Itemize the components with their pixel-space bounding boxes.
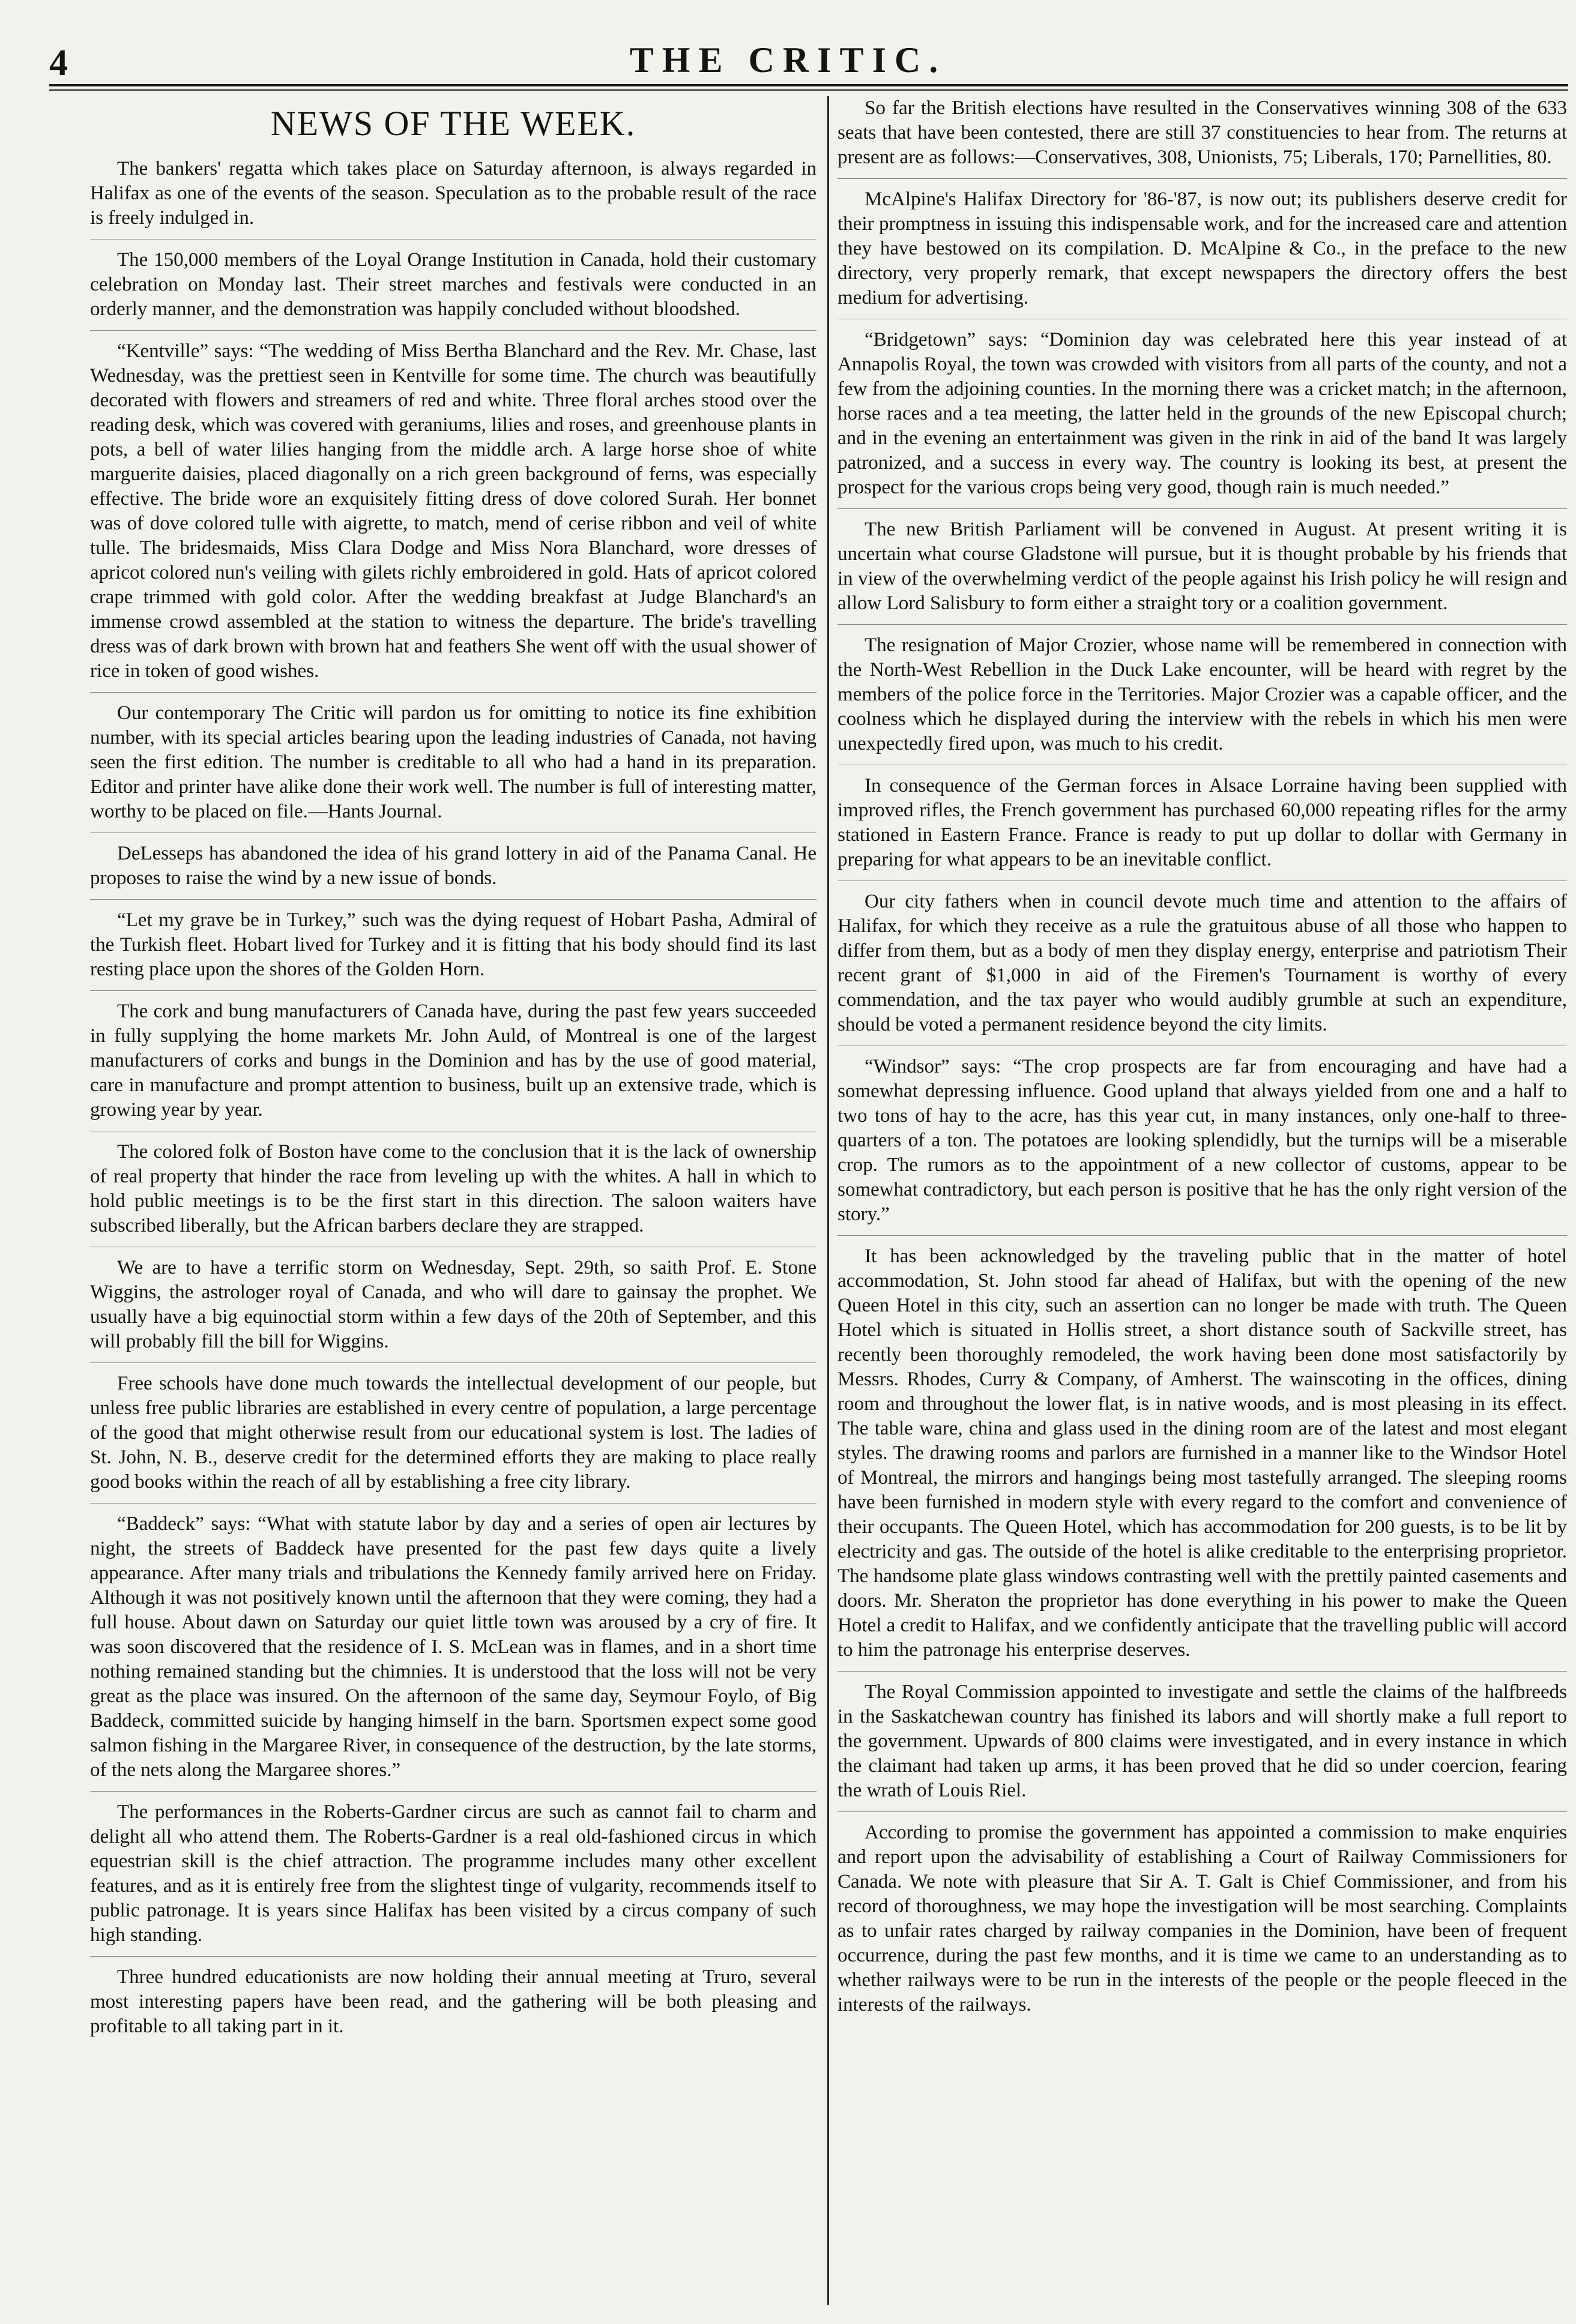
header-rule-top [49,84,1568,86]
left-column [90,96,817,2047]
news-item: The new British Parliament will be convened in August. At present writing it is uncertain what course Gladstone will pursue, but it is thought probable by his friends that in view of the overwhelming verdict of the people against his Irish policy he will resign and allow Lord Salisbury to form either a straight tory or a coalition government. [838,519,1567,614]
item-divider [90,330,817,331]
news-item: According to promise the government has appointed a commission to make enquiries and report upon the advisability of establishing a Court of Railway Commissioners for Canada. We note with pleasure that Sir A. T. Galt is Chief Commissioner, and from his record of thoroughness, we may hope the investigation will be most searching. Complaints as to unfair rates charged by railway companies in the Dominion, have been of frequent occurrence, during the past few months, and it is time we came to an understanding as to whether railways were to be run in the interests of the people or the people fleeced in the interests of the railways. [838,1822,1567,2015]
publication-title: THE CRITIC. [629,40,947,80]
news-item: The performances in the Roberts-Gardner circus are such as cannot fail to charm and delight all who attend them. The Roberts-Gardner is a real old-fashioned circus in which equestrian skill is the chief attraction. The programme includes many other excellent features, and as it is entirely free from the slightest tinge of vulgarity, recommends itself to public patronage. It is years since Halifax has been visited by a circus company of such high standing. [90,1801,817,1946]
item-divider [838,1671,1567,1672]
news-item: In consequence of the German forces in Alsace Lorraine having been supplied with improved rifles, the French government has purchased 60,000 repeating rifles for the army stationed in Eastern France. France is ready to put up dollar to dollar with Germany in preparing for what appears to be an inevitable conflict. [838,775,1567,870]
item-divider [90,1791,817,1792]
news-item: The 150,000 members of the Loyal Orange Institution in Canada, hold their customary celebration on Monday last. Their street marches and festivals were conducted in an orderly manner, and the demonstration was happily concluded without bloodshed. [90,249,817,320]
section-title: NEWS OF THE WEEK. [270,104,636,143]
item-divider [838,1811,1567,1812]
item-divider [90,899,817,900]
news-item: DeLesseps has abandoned the idea of his grand lottery in aid of the Panama Canal. He proposes to raise the wind by a new issue of bonds. [90,843,817,889]
news-item: The resignation of Major Crozier, whose name will be remembered in connection with the North-West Rebellion in the Duck Lake encounter, will be heard with regret by the members of the police force in the Territories. Major Crozier was a capable officer, and the coolness which he displayed during the interview with the rebels in which his men were unexpectedly fired upon, was much to his credit. [838,634,1567,754]
header-rule-bottom [49,89,1568,91]
right-column [838,96,1567,2026]
item-divider [90,1503,817,1504]
item-divider [90,1956,817,1957]
news-item: “Bridgetown” says: “Dominion day was celebrated here this year instead of at Annapolis Royal, the town was crowded with visitors from all parts of the county, and not a few from the adjoining counties. In the morning there was a cricket match; in the afternoon, horse races and a tea meeting, the latter held in the grounds of the new Episcopal church; and in the evening an entertainment was given in the rink in aid of the band It was largely patronized, and a success in every way. The country is looking its best, at present the prospect for the various crops being very good, though rain is much needed.” [838,329,1567,498]
item-divider [838,178,1567,179]
news-item: The colored folk of Boston have come to the conclusion that it is the lack of ownership of real property that hinder the race from leveling up with the whites. A hall in which to hold public meetings is to be the first start in this direction. The saloon waiters have subscribed liberally, but the African barbers declare they are strapped. [90,1141,817,1236]
news-item: Our contemporary The Critic will pardon us for omitting to notice its fine exhibition number, with its special articles bearing upon the leading industries of Canada, not having seen the first edition. The number is creditable to all who had a hand in its preparation. Editor and printer have alike done their work well. The number is full of interesting matter, worthy to be placed on file.—Hants Journal. [90,702,817,822]
news-item: So far the British elections have resulted in the Conservatives winning 308 of the 633 seats that have been contested, there are still 37 constituencies to hear from. The returns at present are as follows:—Conservatives, 308, Unionists, 75; Liberals, 170; Parnellities, 80. [838,97,1567,168]
news-item: “Let my grave be in Turkey,” such was the dying request of Hobart Pasha, Admiral of the Turkish fleet. Hobart lived for Turkey and it is fitting that his body should find its last resting place upon the shores of the Golden Horn. [90,909,817,980]
news-item: “Kentville” says: “The wedding of Miss Bertha Blanchard and the Rev. Mr. Chase, last Wednesday, was the prettiest seen in Kentville for some time. The church was beautifully decorated with flowers and streamers of red and white. Three floral arches stood over the reading desk, which was covered with geraniums, lilies and roses, and greenhouse plants in pots, a bell of water lilies hanging from the middle arch. A large horse shoe of white marguerite daisies, placed diagonally on a rich green background of ferns, was especially effective. The bride wore an exquisitely fitting dress of dove colored Surah. Her bonnet was of dove colored tulle with aigrette, to match, mend of cerise ribbon and veil of white tulle. The bridesmaids, Miss Clara Dodge and Miss Nora Blanchard, wore dresses of apricot colored nun's veiling with gilets richly embroidered in gold. Hats of apricot colored crape trimmed with gold color. After the wedding breakfast at Judge Blanchard's an immense crowd assembled at the station to witness the departure. The bride's travelling dress was of dark brown with brown hat and feathers She went off with the usual shower of rice in token of good wishes. [90,340,817,682]
news-item: The Royal Commission appointed to investigate and settle the claims of the halfbreeds in the Saskatchewan country has finished its labors and will shortly make a full report to the government. Upwards of 800 claims were investigated, and in every instance in which the claimant had taken up arms, it has been proved that he did so under coercion, fearing the wrath of Louis Riel. [838,1681,1567,1801]
item-divider [838,624,1567,625]
news-item: “Baddeck” says: “What with statute labor by day and a series of open air lectures by night, the streets of Baddeck have presented for the past few days quite a lively appearance. After many trials and tribulations the Kennedy family arrived here on Friday. Although it was not positively known until the afternoon that they were coming, they had a full house. About dawn on Saturday our quiet little town was aroused by a cry of fire. It was soon discovered that the residence of I. S. McLean was in flames, and in a short time nothing remained standing but the chimnies. It is understood that the loss will not be very great as the place was insured. On the afternoon of the same day, Seymour Foylo, of Big Baddeck, committed suicide by hanging himself in the barn. Sportsmen expect some good salmon fishing in the Margaree River, in consequence of the destruction, by the late storms, of the nets along the Margaree shores.” [90,1513,817,1781]
item-divider [90,1362,817,1363]
item-divider [90,692,817,693]
item-divider [838,508,1567,509]
column-rule [827,96,829,2305]
item-divider [90,990,817,991]
news-item: Three hundred educationists are now holding their annual meeting at Truro, several most interesting papers have been read, and the gathering will be both pleasing and profitable to all taking part in it. [90,1966,817,2037]
news-item: The bankers' regatta which takes place on Saturday afternoon, is always regarded in Halifax as one of the events of the season. Speculation as to the probable result of the race is freely indulged in. [90,158,817,229]
news-item: Free schools have done much towards the intellectual development of our people, but unless free public libraries are established in every centre of population, a large percentage of the good that might otherwise result from our educational system is lost. The ladies of St. John, N. B., deserve credit for the determined efforts they are making to place really good books within the reach of all by establishing a free city library. [90,1373,817,1493]
news-item: McAlpine's Halifax Directory for '86-'87, is now out; its publishers deserve credit for their promptness in issuing this indispensable work, and for the increased care and attention they have bestowed on its compilation. D. McAlpine & Co., in the preface to the new directory, very properly remark, that except newspapers the directory offers the best medium for advertising. [838,188,1567,309]
item-divider [838,1235,1567,1236]
news-item: Our city fathers when in council devote much time and attention to the affairs of Halifax, for which they receive as a rule the gratuitous abuse of all those who happen to differ from them, but as a body of men they display energy, enterprise and patriotism Their recent grant of $1,000 in aid of the Firemen's Tournament is worthy of every commendation, and the tax payer who would audibly grumble at such an expenditure, should be voted a permanent residence beyond the city limits. [838,891,1567,1035]
news-item: We are to have a terrific storm on Wednesday, Sept. 29th, so saith Prof. E. Stone Wiggins, the astrologer royal of Canada, and who will dare to gainsay the prophet. We usually have a big equinoctial storm within a few days of the 20th of September, and this will probably fill the bill for Wiggins. [90,1257,817,1352]
page-number: 4 [49,43,68,83]
news-item: “Windsor” says: “The crop prospects are far from encouraging and have had a somewhat depressing influence. Good upland that always yielded from one and a half to two tons of hay to the acre, has this year cut, in many instances, only one-half to three-quarters of a ton. The potatoes are looking splendidly, but the turnips will be a miserable crop. The rumors as to the appointment of a new collector of customs, appear to be somewhat contradictory, but each person is positive that he has the only right version of the story.” [838,1056,1567,1225]
item-divider [90,832,817,833]
news-item: The cork and bung manufacturers of Canada have, during the past few years succeeded in fully supplying the home markets Mr. John Auld, of Montreal is one of the largest manufacturers of corks and bungs in the Dominion and has by the use of good material, care in manufacture and prompt attention to business, built up an extensive trade, which is growing year by year. [90,1001,817,1121]
news-item: It has been acknowledged by the traveling public that in the matter of hotel accommodation, St. John stood far ahead of Halifax, but with the opening of the new Queen Hotel in this city, such an assertion can no longer be made with truth. The Queen Hotel which is situated in Hollis street, a short distance south of Sackville street, has recently been thoroughly remodeled, the work having been done most satisfactorily by Messrs. Rhodes, Curry & Company, of Amherst. The wainscoting in the offices, dining room and throughout the lower flat, is in native woods, and is most pleasing in its effect. The table ware, china and glass used in the dining room are of the latest and most elegant styles. The drawing rooms and parlors are furnished in a manner like to the Windsor Hotel of Montreal, the mirrors and hangings being most tastefully arranged. The sleeping rooms have been furnished in modern style with every regard to the comfort and convenience of their occupants. The Queen Hotel, which has accommodation for 200 guests, is to be lit by electricity and gas. The outside of the hotel is alike creditable to the enterprising proprietor. The handsome plate glass windows contrasting well with the prettily painted casements and doors. Mr. Sheraton the proprietor has done everything in his power to make the Queen Hotel a credit to Halifax, and we confidently anticipate that the travelling public will accord to him the patronage his enterprise deserves. [838,1245,1567,1661]
